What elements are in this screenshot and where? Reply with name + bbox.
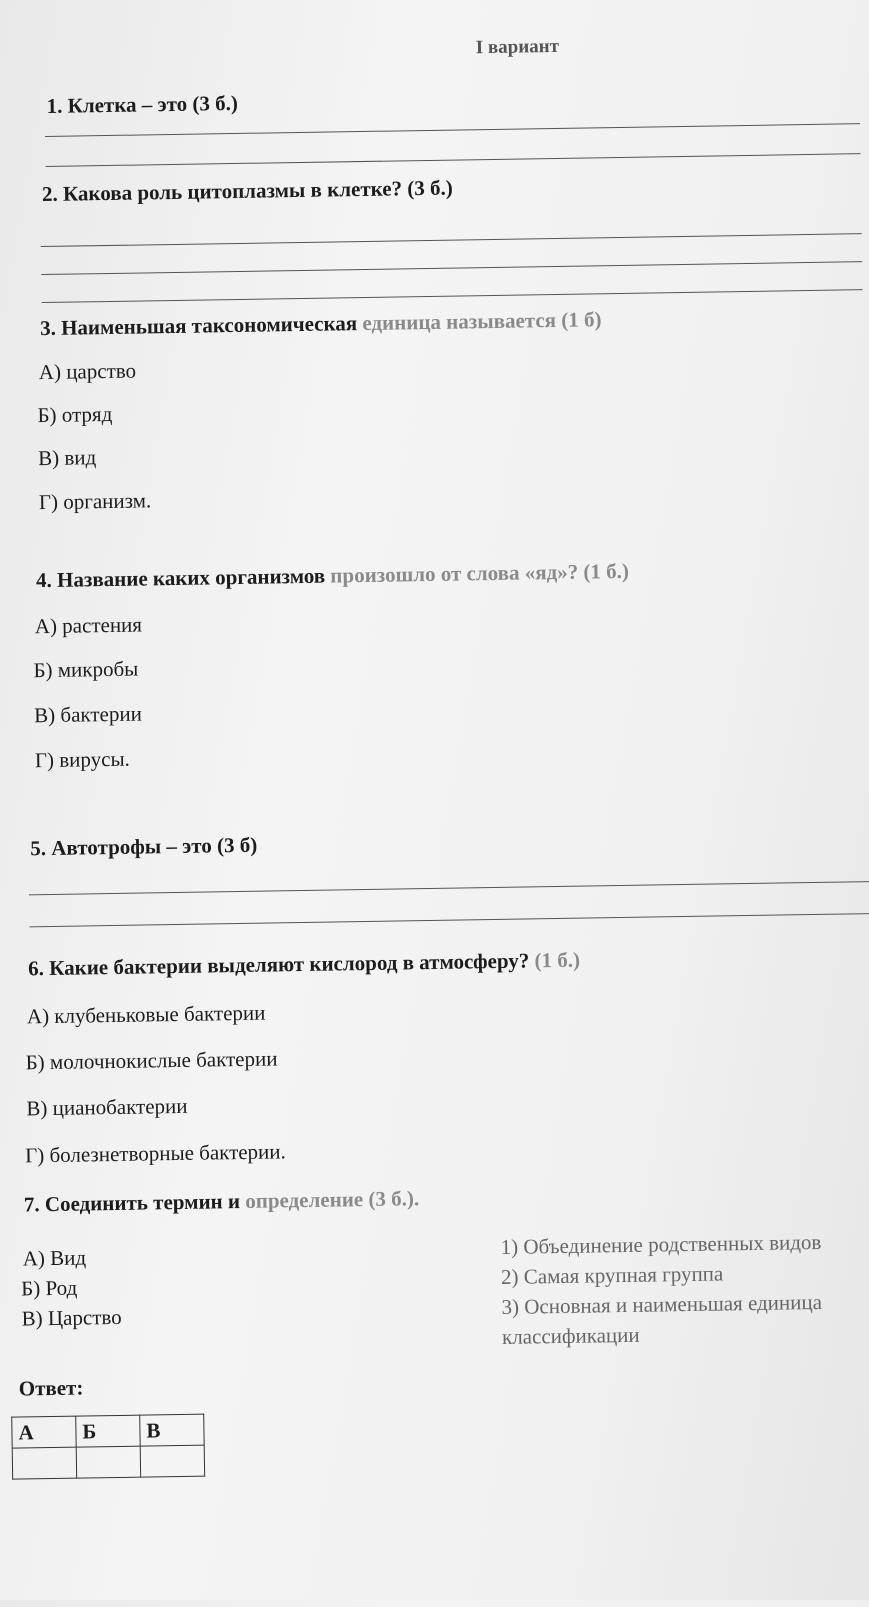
definition-3-cont: классификации — [501, 1322, 640, 1349]
definition-2: 2) Самая крупная группа — [500, 1261, 724, 1289]
answer-cell-a[interactable] — [12, 1447, 76, 1479]
header-cell-a: А — [12, 1416, 76, 1448]
option-c: В) вид — [37, 445, 97, 471]
option-c: В) бактерии — [34, 701, 143, 728]
answer-line — [29, 881, 869, 895]
option-b: Б) отряд — [37, 401, 113, 428]
header-cell-b: Б — [76, 1415, 140, 1447]
option-c: В) цианобактерии — [26, 1093, 188, 1121]
question-2: 2. Какова роль цитоплазмы в клетке? (3 б.) — [41, 175, 453, 207]
option-a: А) клубеньковые бактерии — [26, 1000, 266, 1029]
question-6: 6. Какие бактерии выделяют кислород в атмосферу? (1 б.) — [27, 947, 581, 981]
answer-line — [30, 913, 869, 927]
question-1: 1. Клетка – это (3 б.) — [46, 90, 239, 118]
option-d: Г) вирусы. — [34, 746, 131, 773]
term-c: В) Царство — [21, 1304, 122, 1331]
term-b: Б) Род — [21, 1275, 78, 1301]
question-7: 7. Соединить термин и определение (3 б.). — [23, 1186, 420, 1217]
table-header-row — [12, 1414, 204, 1448]
answer-line — [46, 153, 861, 167]
answer-table — [11, 1414, 205, 1480]
answer-cell-b[interactable] — [76, 1446, 140, 1478]
question-3: 3. Наименьшая таксономическая единица называется (1 б) — [39, 307, 602, 341]
option-a: А) растения — [34, 612, 143, 639]
answer-label: Ответ: — [18, 1375, 84, 1401]
option-d: Г) организм. — [38, 488, 152, 515]
variant-title: I вариант — [475, 35, 560, 59]
question-5: 5. Автотрофы – это (3 б) — [30, 832, 258, 861]
option-a: А) царство — [38, 358, 137, 385]
option-d: Г) болезнетворные бактерии. — [24, 1139, 286, 1168]
answer-line — [41, 233, 862, 247]
header-cell-c: В — [140, 1414, 204, 1446]
definition-3: 3) Основная и наименьшая единица — [501, 1289, 823, 1319]
question-4: 4. Название каких организмов произошло от слова «яд»? (1 б.) — [35, 558, 630, 593]
table-answer-row — [12, 1445, 204, 1479]
option-b: Б) молочнокислые бактерии — [25, 1046, 278, 1075]
answer-cell-c[interactable] — [140, 1445, 204, 1477]
answer-line — [45, 123, 860, 137]
answer-line — [42, 289, 863, 303]
answer-line — [41, 261, 862, 275]
definition-1: 1) Объединение родственных видов — [500, 1229, 822, 1259]
option-b: Б) микробы — [33, 656, 139, 683]
term-a: А) Вид — [22, 1245, 87, 1271]
